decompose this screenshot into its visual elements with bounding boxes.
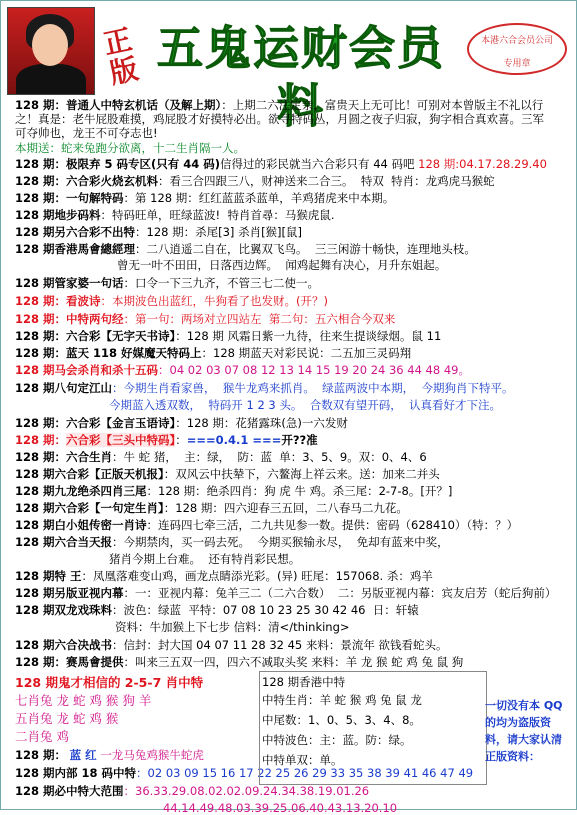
row-10: 128 期香港馬會總經理：二八逍遥二自在，比翼双飞鸟。 三三闲游十畅快，连理地头枝。 bbox=[15, 242, 476, 256]
row-30: 128 期另版亚视内幕：一：亚视内幕：兔羊三二（二六合数） 二：另版亚视内幕：宾友启芳（蛇后狗前） bbox=[15, 586, 557, 600]
row-13: 128 期：看波诗：本期波色出蓝红，牛狗看了也发财。(开？) bbox=[15, 294, 328, 308]
row-32: 资料：牛加猴上下七步 信料：清</thinking> bbox=[115, 620, 350, 634]
row-31: 128 期双龙戏珠料：波色：绿蓝 平特：07 08 10 23 25 30 42 46 日：轩辕 bbox=[15, 603, 419, 617]
row-28: 猪肖今期上台难。 还有特肖彩民想。 bbox=[109, 552, 301, 566]
row-2: 之！真是：老牛屁股难摸，鸡屁股才好摸特必出。欲寻特码丛，月圆之夜子归寂，狗字相合真欢喜。三军 bbox=[15, 112, 544, 126]
row-1: 128 期：普通人中特玄机话（及解上期）：上期二六注定亲，富贵天上无可比！可别对本曾版主不礼以行 bbox=[15, 98, 544, 112]
row-29: 128 期特 王：凤凰落难变山鸡，画龙点睛添光彩。(异) 旺尾：157068. 杀：鸡羊 bbox=[15, 569, 433, 583]
row-41: 128 期必中特大范围：36.33.29.08.02.02.09.24.34.38.19.01.26 bbox=[15, 784, 370, 798]
hk-color: 中特波色：主：蓝。防：绿。 bbox=[262, 733, 412, 747]
hk-odd: 中特单双：单。 bbox=[262, 753, 343, 767]
row-3: 可夺帅也，龙王不可夺志也! bbox=[15, 126, 158, 140]
row-7: 128 期：一句解特码：第 128 期：红红蓝蓝杀蓝单，羊鸡猪虎来中本期。 bbox=[15, 191, 395, 205]
row-16: 128 期：蓝天 118 好媒魔天特码上：128 期蓝天对彩民说：二五加三灵码翔 bbox=[15, 346, 412, 360]
row-42: 44.14.49.48.03.39.25.06.40.43.13.20.10 bbox=[163, 801, 398, 815]
row-22: 128 期：六合生肖：牛 蛇 猪， 主：绿， 防：蓝 单：3、5、9。双：0、4、6 bbox=[15, 450, 427, 464]
row-4: 本期送：蛇来兔跑分欲离，十二生肖隔一人。 bbox=[15, 141, 245, 155]
row-39: 128 期： 蓝 红 一龙马兔鸡猴牛蛇虎 bbox=[15, 748, 204, 762]
row-37: 五肖兔 龙 蛇 鸡 猴 bbox=[15, 711, 119, 726]
row-25: 128 期六合彩【一句定生肖】：128 期：四六迎春三五回，二八春马二九花。 bbox=[15, 501, 408, 515]
seal-line-1: 本港六合会员公司 bbox=[480, 36, 553, 46]
row-34: 128 期：赛馬會提供：叫来三五双一四，四六不减取头奖 来料：羊 龙 猴 蛇 鸡 兔 鼠 狗 bbox=[15, 655, 464, 669]
row-15: 128 期：六合彩【无字天书诗】：128 期 风霜日紫一九待，往来生提谈绿烟。鼠 11 bbox=[15, 329, 442, 343]
zheng-logo: 正版 bbox=[100, 22, 142, 91]
row-6: 128 期：六合彩火烧玄机料：看三合四跟三八，财神送来二合三。 特双 特肖：龙鸡虎马猴蛇 bbox=[15, 174, 495, 188]
row-14: 128 期：中特两句经：第一句：两场对立四站左 第二句：五六相合今双来 bbox=[15, 312, 396, 326]
avatar-body bbox=[16, 64, 86, 95]
row-17: 128 期马会杀肖和杀十五码：04 02 03 07 08 12 13 14 15 19 20 24 36 44 48 49。 bbox=[15, 363, 470, 377]
row-35: 128 期鬼才相信的 2-5-7 肖中特 bbox=[15, 675, 204, 690]
avatar bbox=[7, 7, 95, 95]
row-38: 二肖兔 鸡 bbox=[15, 729, 69, 744]
avatar-face bbox=[32, 24, 68, 66]
row-8: 128 期地步码料：特码旺单，旺绿蓝波! 特肖首尋：马猴虎鼠. bbox=[15, 208, 335, 222]
page-title: 五鬼运财会员料 bbox=[157, 21, 445, 133]
row-26: 128 期白小姐传密一肖诗：连码四七牵三活，二九共见参一数。提供：密码（628410）（特：？） bbox=[15, 518, 519, 532]
hk-main: 中特生肖：羊 蛇 猴 鸡 兔 鼠 龙 bbox=[262, 693, 422, 707]
notice: 一切没有本 QQ 的均为盗版资料，请大家认清正版资料： bbox=[485, 699, 563, 763]
row-21: 128 期：六合彩【三头中特码】：===0.4.1 ===开??准 bbox=[15, 433, 318, 447]
row-36: 七肖兔 龙 蛇 鸡 猴 狗 羊 bbox=[15, 693, 152, 708]
row-12: 128 期管家婆一句话：口令一下三九齐，不管三七二使一。 bbox=[15, 276, 320, 290]
row-23: 128 期六合彩【正版天机报】：双风云中扶辇下，六鳌海上祥云来。送：加来二并头 bbox=[15, 467, 440, 481]
row-24: 128 期九龙绝杀四肖三尾：128 期：绝杀四肖：狗 虎 牛 鸡。杀三尾：2-7-8。[开？] bbox=[15, 484, 453, 498]
row-33: 128 期六合决战书：信封：封大国 04 07 11 28 32 45 来料：景流年 欲钱看蛇头。 bbox=[15, 638, 448, 652]
row-18: 128 期八句定江山：今期生肖看家兽， 猴牛龙鸡来抓肖。 绿蓝两波中本期， 今期狗肖下特平。 bbox=[15, 381, 514, 395]
row-9: 128 期另六合彩不出特：128 期：杀尾[3] 杀肖[猴][鼠] bbox=[15, 225, 303, 239]
hk-box bbox=[259, 671, 487, 785]
row-5: 128 期：极限弃 5 码专区(只有 44 码)信得过的彩民就当六合彩只有 44 码吧 128 期:04.17.28.29.40 bbox=[15, 157, 547, 171]
hk-title: 128 期香港中特 bbox=[262, 675, 346, 689]
stamp-seal bbox=[467, 23, 567, 75]
hk-tail: 中尾数：1、0、5、3、4、8。 bbox=[262, 713, 421, 727]
row-27: 128 期六合当天报：今期禁肉，买一码去死。 今期买猴输永尽， 免却有蓝来中奖， bbox=[15, 535, 449, 549]
seal-line-2: 专用章 bbox=[503, 59, 531, 69]
row-40: 128 期内部 18 码中特：02 03 09 15 16 17 22 25 26 29 33 35 38 39 41 46 47 49 bbox=[15, 766, 474, 780]
row-11: 曾无一叶不田田，日落西边辉。 闻鸡起舞有决心，月升东姐起。 bbox=[117, 258, 447, 272]
row-19: 今期蓝入透双数， 特码开 1 2 3 头。 合数双有望开码， 认真看好才下注。 bbox=[109, 398, 502, 412]
row-20: 128 期：六合彩【金言玉语诗】：128 期：花猪露珠(急)一六发财 bbox=[15, 416, 348, 430]
